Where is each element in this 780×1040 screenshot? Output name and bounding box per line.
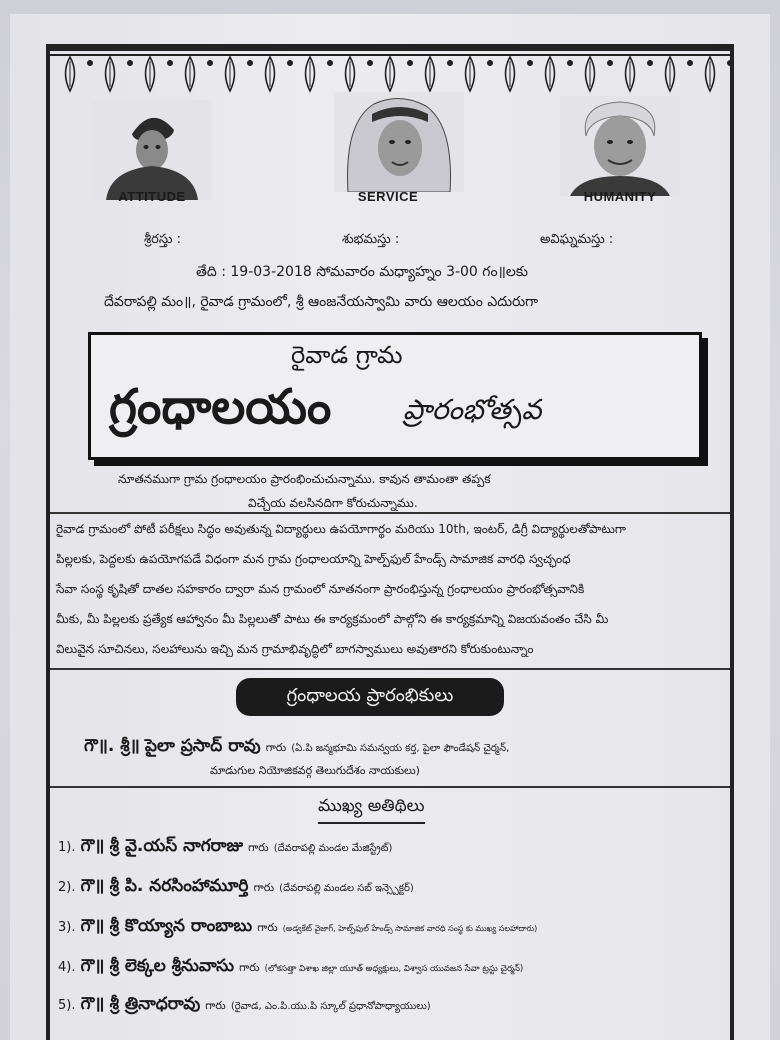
body-line-4: మీకు, మీ పిల్లలకు ప్రత్యేక ఆహ్వానం మీ పిల్లలుతో పాటు ఈ కార్యక్రమంలో పాల్గోని ఈ కార్యక్రమాన్ని విజయవంతం చేసి మీ [56,612,609,626]
blessing-avighnamasthu: అవిఘ్నమస్తు : [540,232,614,247]
title-village: రైవాడ గ్రామ [291,341,403,369]
intro-line-2: విచ్చేయ వలసినదిగా కోరుచున్నాము. [248,496,418,510]
garland-bead [487,60,493,66]
guest-name: శ్రీ త్రినాధరావు [109,994,201,1014]
garland-bead [447,60,453,66]
garland-bead [647,60,653,66]
garland-bead [167,60,173,66]
guest-title: గౌ॥ [80,836,105,856]
inaugurator-row [84,736,509,760]
garland-border-decoration [50,47,730,97]
portrait-caption-humanity: HUMANITY [583,189,657,204]
inaugurator-designation-1: (ఏ.పి జన్మభూమి సమన్వయ కర్త, పైలా ఫౌండేషన్ చైర్మన్, [291,743,510,754]
guest-designation: (రైవాడ, ఎం.పి.యు.పి స్కూల్ ప్రధానోపాధ్యాయులు) [230,1001,431,1012]
garland-bead [207,60,213,66]
guest-number: 2). [58,880,76,895]
blessing-srirasthu: శ్రీరస్తు : [144,232,181,247]
inaugurator-suffix: గారు [265,741,287,754]
portrait-attitude [92,100,212,200]
guest-title: గౌ॥ [80,956,105,976]
portrait-caption-attitude: ATTITUDE [118,189,186,204]
body-line-1: రైవాడ గ్రామంలో పోటీ పరీక్షలు సిద్ధం అవుతున్న విద్యార్థులు ఉపయోగార్థం మరియు 10th, ఇంటర్, డిగ్రీ విద్యార్థులతోపాటుగా [56,522,626,536]
guest-name: శ్రీ వై.యస్ నాగరాజు [109,836,244,856]
guest-name: శ్రీ లెక్కల శ్రీనువాసు [109,956,234,976]
guest-row-1 [58,836,392,860]
event-venue-line: దేవరాపల్లి మం॥, రైవాడ గ్రామంలో, శ్రీ ఆంజనేయస్వామి వారు ఆలయం ఎదురుగా [104,294,539,310]
garland-bead [287,60,293,66]
garland-bead [607,60,613,66]
body-line-3: సేవా సంస్థ కృషితో దాతల సహకారం ద్వారా మన గ్రామంలో నూతనంగా ప్రారంభిస్తున్న గ్రంధాలయం ప్రారంభోత్సవానికి [56,582,585,596]
divider-middle [50,668,730,670]
body-paragraph [56,514,726,664]
garland-bead [407,60,413,66]
title-box [88,332,702,460]
guest-number: 5). [58,998,76,1013]
portrait-humanity [560,96,680,196]
guest-suffix: గారు [239,961,260,974]
guest-designation: (లోకసత్తా విశాఖ జిల్లా యూత్ అధ్యక్షులు, విశ్వాస యువజన సేవా ట్రస్టు చైర్మన్) [264,964,524,974]
guest-title: గౌ॥ [80,916,105,936]
chief-guests-heading: ముఖ్య అతిథిలు [318,796,425,824]
inaugurators-heading: గ్రంధాలయ ప్రారంభికులు [236,678,504,716]
guest-title: గౌ॥ [80,876,105,896]
intro-line-1: నూతనముగా గ్రామ గ్రంధాలయం ప్రారంభించుచున్నాము. కావున తామంతా తప్పక [118,472,491,486]
guest-designation: (దేవరాపల్లి మండల మేజిస్ట్రేట్) [273,843,393,854]
guest-row-5 [58,994,431,1018]
guest-suffix: గారు [248,841,269,854]
title-main: గ్రంధాలయం [109,379,332,435]
garland-bead [87,60,93,66]
guest-suffix: గారు [253,881,275,894]
guest-row-2 [58,876,414,900]
title-script: ప్రారంభోత్సవ [403,393,542,426]
guest-name: శ్రీ కొయ్యాన రాంబాబు [109,916,253,936]
guest-name: శ్రీ పి. నరసింహామూర్తి [109,876,249,896]
guest-number: 3). [58,920,76,935]
garland-bead [687,60,693,66]
garland-bead [327,60,333,66]
portrait-service [334,92,464,192]
garland-bead [727,60,730,66]
garland-bead [527,60,533,66]
guest-suffix: గారు [205,999,226,1012]
guest-number: 1). [58,840,76,855]
inaugurator-honorific: గౌ॥. శ్రీ॥ [84,736,140,756]
guest-suffix: గారు [257,921,278,934]
garland-bead [367,60,373,66]
event-date-line: తేది : 19-03-2018 సోమవారం మధ్యాహ్నం 3-00 గం॥లకు [196,264,529,280]
inaugurator-designation-2: మాడుగుల నియోజికవర్గ తెలుగుదేశం నాయకులు) [210,764,420,777]
body-line-5: విలువైన సూచినలు, సలహాలును ఇచ్చి మన గ్రామాభివృద్ధిలో బాగస్వాములు అవుతారని కోరుకుంటున్నాం [56,642,534,656]
garland-bead [127,60,133,66]
body-line-2: పిల్లలకు, పెద్దలకు ఉపయోగపడే విధంగా మన గ్రామ గ్రంధాలయాన్ని హెల్ప్‌ఫుల్ హేండ్స్ సామాజిక వారధి స్వచ్ఛంధ [56,552,571,566]
divider-lower [50,786,730,788]
guest-number: 4). [58,960,76,975]
guest-title: గౌ॥ [80,994,105,1014]
garland-bead [567,60,573,66]
guest-designation: (అడ్వకేట్ వైజాగ్, హెల్ప్‌ఫుల్ హేండ్స్ సామాజిక వారధి సంస్థ కు ముఖ్య సలహాదారు) [282,924,538,933]
garland-bead [247,60,253,66]
guest-designation: (దేవరాపల్లి మండల సబ్ ఇన్స్పెక్టర్) [279,883,414,894]
guest-row-3 [58,916,537,940]
inaugurator-name: పైలా ప్రసాద్ రావు [144,736,261,756]
guest-row-4 [58,956,523,980]
blessing-subhamasthu: శుభమస్తు : [342,232,400,247]
portrait-caption-service: SERVICE [357,189,419,204]
